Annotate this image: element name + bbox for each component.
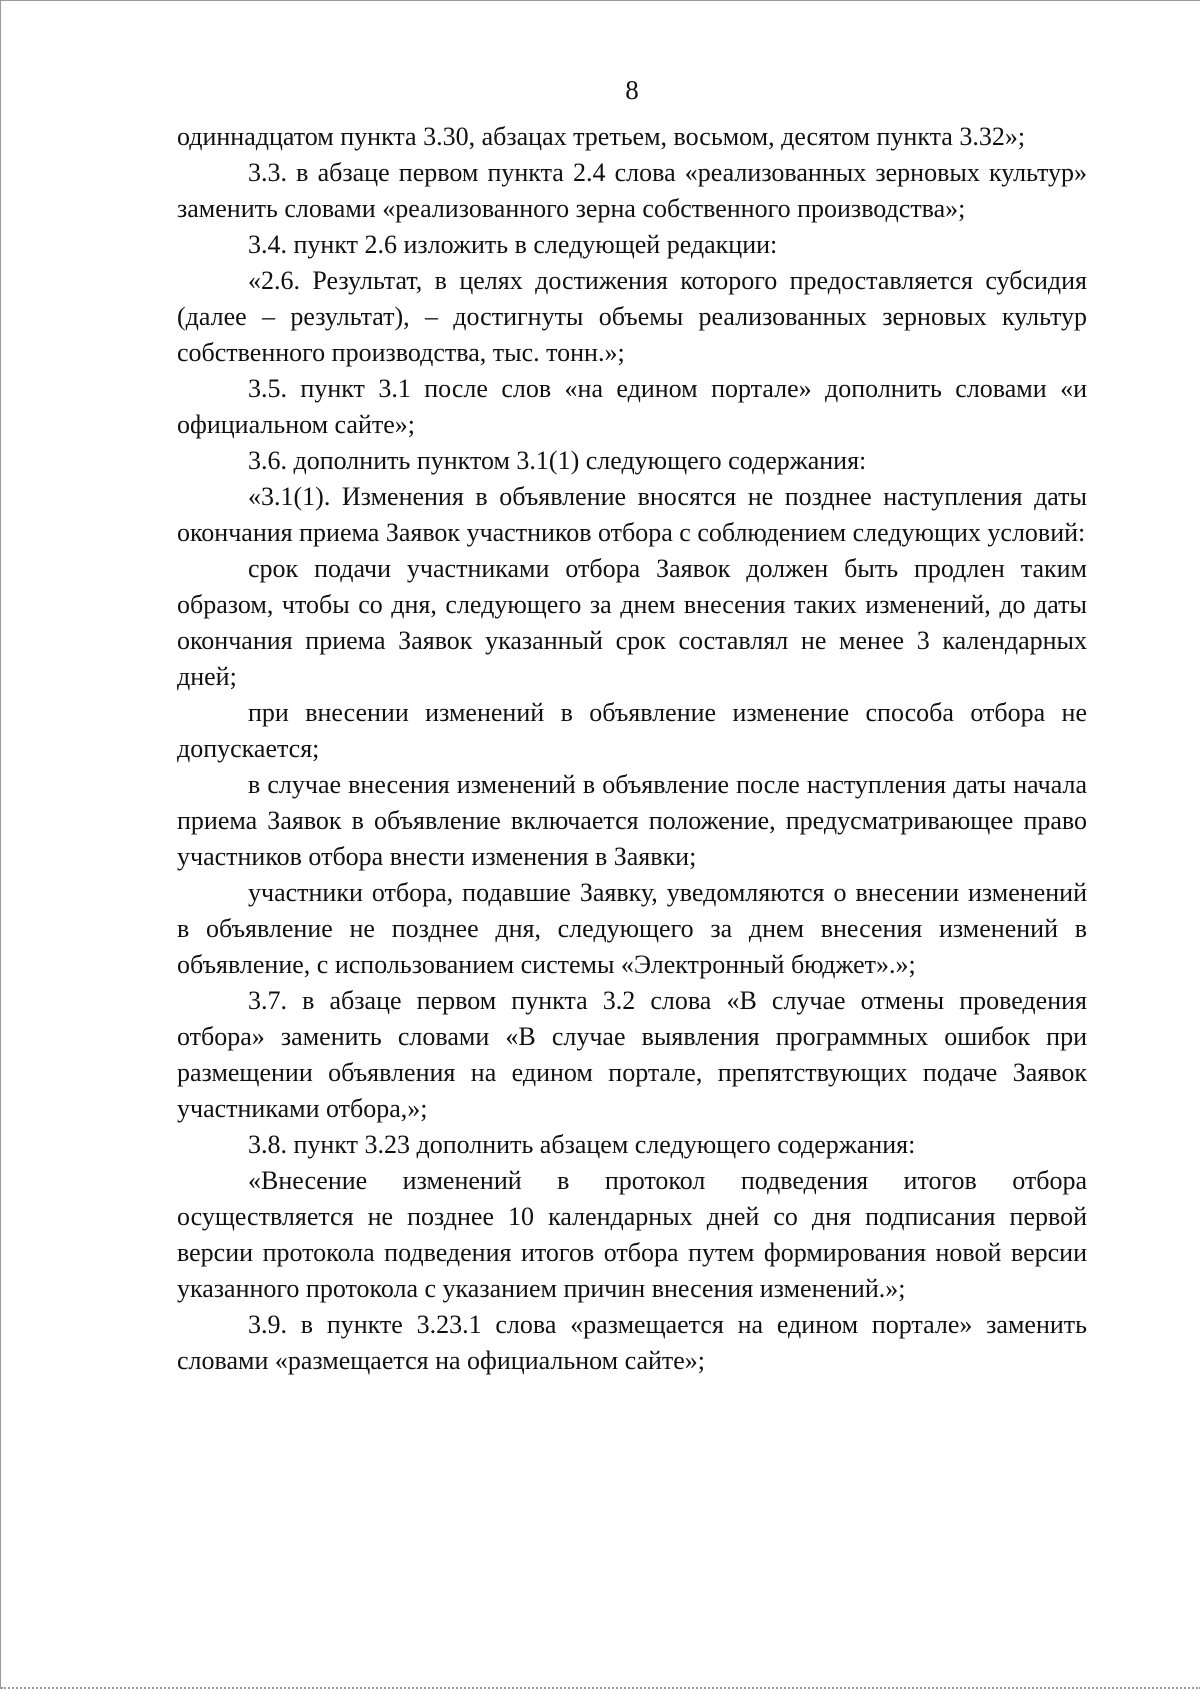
document-body xyxy=(177,119,1087,1379)
page-number: 8 xyxy=(625,75,639,105)
paragraph-1: одиннадцатом пункта 3.30, абзацах третьем, восьмом, десятом пункта 3.32»; xyxy=(177,122,1026,151)
paragraph-10: в случае внесения изменений в объявление после наступления даты начала приема Заявок в объявление включается положение, предусматривающее право участников отбора внести изменения в Заявки; xyxy=(177,770,1087,871)
paragraph-13: 3.8. пункт 3.23 дополнить абзацем следующего содержания: xyxy=(248,1130,916,1159)
paragraph-7: «3.1(1). Изменения в объявление вносятся не позднее наступления даты окончания приема Заявок участников отбора с соблюдением следующих условий: xyxy=(177,482,1087,547)
paragraph-8: срок подачи участниками отбора Заявок должен быть продлен таким образом, чтобы со дня, следующего за днем внесения таких изменений, до даты окончания приема Заявок указанный срок составлял не менее 3 календарных дней; xyxy=(177,554,1087,691)
paragraph-3: 3.4. пункт 2.6 изложить в следующей редакции: xyxy=(248,230,778,259)
scan-bottom-edge xyxy=(1,1683,1200,1689)
paragraph-9: при внесении изменений в объявление изменение способа отбора не допускается; xyxy=(177,698,1087,763)
paragraph-15: 3.9. в пункте 3.23.1 слова «размещается на едином портале» заменить словами «размещается на официальном сайте»; xyxy=(177,1310,1087,1375)
paragraph-6: 3.6. дополнить пунктом 3.1(1) следующего содержания: xyxy=(248,446,867,475)
paragraph-11: участники отбора, подавшие Заявку, уведомляются о внесении изменений в объявление не позднее дня, следующего за днем внесения изменений в объявление, с использованием системы «Электронный бюджет».»; xyxy=(177,878,1087,979)
paragraph-2: 3.3. в абзаце первом пункта 2.4 слова «реализованных зерновых культур» заменить словами «реализованного зерна собственного производства»; xyxy=(177,158,1087,223)
paragraph-12: 3.7. в абзаце первом пункта 3.2 слова «В случае отмены проведения отбора» заменить словами «В случае выявления программных ошибок при размещении объявления на едином портале, препятствующих подаче Заявок участниками отбора,»; xyxy=(177,986,1087,1123)
paragraph-5: 3.5. пункт 3.1 после слов «на едином портале» дополнить словами «и официальном сайте»; xyxy=(177,374,1087,439)
paragraph-4: «2.6. Результат, в целях достижения которого предоставляется субсидия (далее – результат), – достигнуты объемы реализованных зерновых культур собственного производства, тыс. тонн.»; xyxy=(177,266,1087,367)
paragraph-14: «Внесение изменений в протокол подведения итогов отбора осуществляется не позднее 10 календарных дней со дня подписания первой версии протокола подведения итогов отбора путем формирования новой версии указанного протокола с указанием причин внесения изменений.»; xyxy=(177,1166,1087,1303)
